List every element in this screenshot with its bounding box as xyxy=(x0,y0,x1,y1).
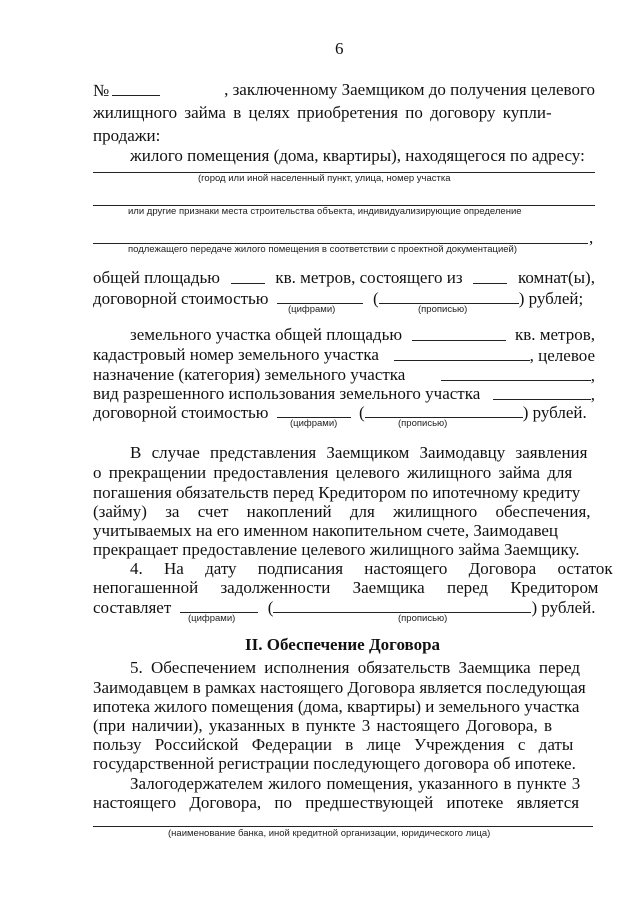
land-line-1: земельного участка общей площадью кв. метров, xyxy=(130,325,595,344)
caption-address-1: (город или иной населенный пункт, улица, номер участка xyxy=(198,173,451,184)
land-area-blank xyxy=(412,325,506,341)
section-heading: II. Обеспечение Договора xyxy=(245,635,441,654)
p6-line-1: Залогодержателем жилого помещения, указанного в пункте 3 xyxy=(130,774,581,793)
cadastral-blank xyxy=(394,345,530,361)
bank-line xyxy=(93,826,593,827)
p3-line-4: (займу) за счет накоплений для жилищного обеспечения, xyxy=(93,502,591,521)
p6-line-2: настоящего Договора, по предшествующей ипотеке является xyxy=(93,793,580,812)
p5-line-4: (при наличии), указанных в пункте 3 настоящего Договора, в xyxy=(93,716,552,735)
area-line-1: общей площадью кв. метров, состоящего из комнат(ы), xyxy=(93,268,595,287)
debt-words-blank xyxy=(273,597,531,613)
p5-line-1: 5. Обеспечением исполнения обязательств Заемщика перед xyxy=(130,658,580,677)
land-price-words-blank xyxy=(365,402,523,418)
p1-line-3: продажи: xyxy=(93,126,161,145)
p3-line-2: о прекращении предоставления целевого жилищного займа для xyxy=(93,463,573,482)
p1-line-2: жилищного займа в целях приобретения по договору купли- xyxy=(93,103,552,122)
price-words-blank xyxy=(379,288,519,304)
land-price-digits-blank xyxy=(277,402,351,418)
land-category-blank xyxy=(441,365,591,381)
land-line-4: вид разрешенного использования земельного участка , xyxy=(93,384,595,404)
land-line-2: кадастровый номер земельного участка , целевое xyxy=(93,345,595,365)
page-number: 6 xyxy=(335,39,344,58)
area-line-2: договорной стоимостью ( ) рублей; xyxy=(93,289,584,308)
p5-line-6: государственной регистрации последующего договора об ипотеке. xyxy=(93,754,576,773)
rooms-blank xyxy=(473,268,507,284)
caption-bank: (наименование банка, иной кредитной организации, юридического лица) xyxy=(168,828,491,839)
caption-words-3: (прописью) xyxy=(398,613,448,624)
p4-line-3: составляет ( ) рублей. xyxy=(93,598,596,617)
contract-number-blank xyxy=(112,80,160,96)
land-use-blank xyxy=(493,384,591,400)
p3-line-1: В случае представления Заемщиком Заимодавцу заявления xyxy=(130,443,588,462)
caption-address-3: подлежащего передаче жилого помещения в соответствии с проектной документацией) xyxy=(128,244,518,255)
p1-line-1: № , заключенному Заемщиком до получения целевого xyxy=(93,80,595,100)
caption-digits-1: (цифрами) xyxy=(288,304,336,315)
land-line-5: договорной стоимостью ( ) рублей. xyxy=(93,403,587,422)
p5-line-5: пользу Российской Федерации в лице Учреждения с даты xyxy=(93,735,574,754)
area-blank xyxy=(231,268,265,284)
p3-line-3: погашения обязательств перед Кредитором по ипотечному кредиту xyxy=(93,483,581,502)
debt-digits-blank xyxy=(180,597,258,613)
caption-words-2: (прописью) xyxy=(398,418,448,429)
p3-line-6: прекращает предоставление целевого жилищного займа Заемщику. xyxy=(93,540,580,559)
caption-address-2: или другие признаки места строительства объекта, индивидуализирующие определение xyxy=(128,206,522,217)
p4-line-1: 4. На дату подписания настоящего Договора остаток xyxy=(130,559,613,578)
p5-line-2: Заимодавцем в рамках настоящего Договора является последующая xyxy=(93,678,586,697)
caption-digits-2: (цифрами) xyxy=(290,418,338,429)
land-line-3: назначение (категория) земельного участка , xyxy=(93,365,595,385)
p5-line-3: ипотека жилого помещения (дома, квартиры) и земельного участка xyxy=(93,697,580,716)
p1-line-4: жилого помещения (дома, квартиры), находящегося по адресу: xyxy=(130,146,585,165)
caption-digits-3: (цифрами) xyxy=(188,613,236,624)
price-digits-blank xyxy=(277,288,363,304)
p3-line-5: учитываемых на его именном накопительном счете, Заимодавец xyxy=(93,521,559,540)
p4-line-2: непогашенной задолженности Заемщика перед Кредитором xyxy=(93,578,599,597)
address-comma: , xyxy=(589,228,594,247)
caption-words-1: (прописью) xyxy=(418,304,468,315)
